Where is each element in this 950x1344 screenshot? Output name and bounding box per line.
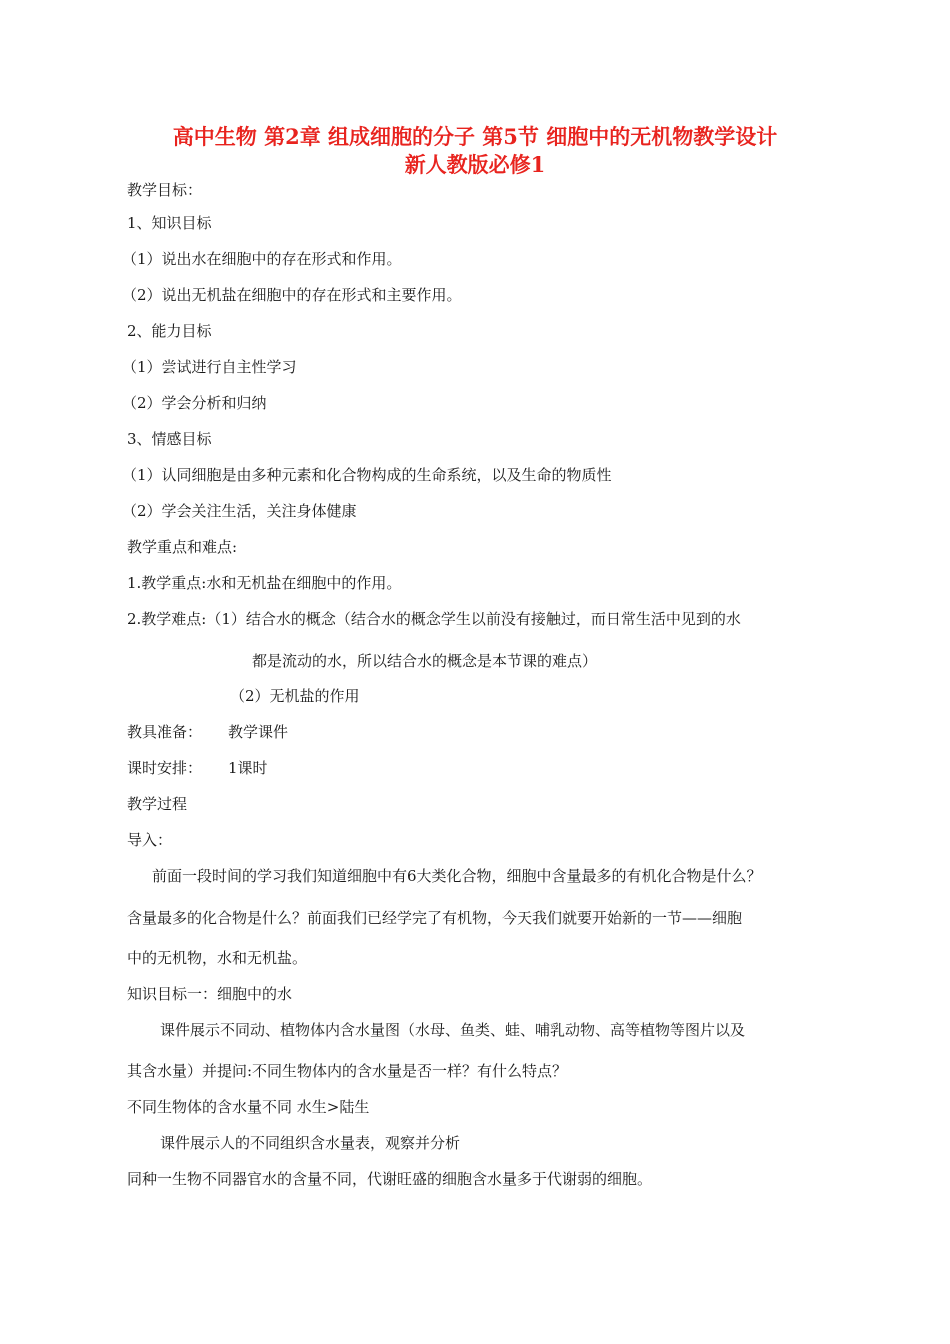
water-paragraph: 课件展示不同动、植物体内含水量图（水母、鱼类、蛙、哺乳动物、高等植物等图片以及 bbox=[160, 1021, 746, 1039]
teaching-process-heading: 教学过程 bbox=[127, 795, 188, 813]
ability-objective-item: （2）学会分析和归纳 bbox=[122, 394, 267, 412]
teaching-objectives-heading: 教学目标： bbox=[127, 181, 203, 199]
ability-objective-item: （1）尝试进行自主性学习 bbox=[122, 358, 297, 376]
introduction-paragraph: 前面一段时间的学习我们知道细胞中有6大类化合物，细胞中含量最多的有机化合物是什么？ bbox=[152, 867, 762, 885]
difficult-point-2: （2）无机盐的作用 bbox=[230, 687, 360, 705]
document-title-line-1: 高中生物 第2章 组成细胞的分子 第5节 细胞中的无机物教学设计 bbox=[172, 124, 778, 149]
teaching-aids-value: 教学课件 bbox=[228, 723, 289, 741]
tissue-water-paragraph: 课件展示人的不同组织含水量表，观察并分析 bbox=[160, 1134, 461, 1152]
introduction-paragraph: 中的无机物，水和无机盐。 bbox=[127, 949, 308, 967]
emotion-objective-item: （2）学会关注生活，关注身体健康 bbox=[122, 502, 357, 520]
section-water-heading: 知识目标一：细胞中的水 bbox=[127, 985, 293, 1003]
difficult-point-continued: 都是流动的水，所以结合水的概念是本节课的难点） bbox=[252, 652, 598, 670]
key-difficult-points-heading: 教学重点和难点: bbox=[127, 538, 238, 556]
teaching-aids-label: 教具准备： bbox=[127, 723, 203, 741]
water-paragraph: 其含水量）并提问:不同生物体内的含水量是否一样？有什么特点？ bbox=[127, 1062, 568, 1080]
ability-objective-heading: 2、能力目标 bbox=[127, 322, 212, 340]
emotion-objective-item: （1）认同细胞是由多种元素和化合物构成的生命系统，以及生命的物质性 bbox=[122, 466, 612, 484]
difficult-point: 2.教学难点:（1）结合水的概念（结合水的概念学生以前没有接触过，而日常生活中见到的水 bbox=[127, 610, 741, 628]
knowledge-objective-item: （1）说出水在细胞中的存在形式和作用。 bbox=[122, 250, 402, 268]
introduction-heading: 导入： bbox=[127, 831, 173, 849]
key-point: 1.教学重点:水和无机盐在细胞中的作用。 bbox=[127, 574, 402, 592]
knowledge-objective-item: （2）说出无机盐在细胞中的存在形式和主要作用。 bbox=[122, 286, 462, 304]
class-hours-value: 1课时 bbox=[228, 759, 268, 777]
introduction-paragraph: 含量最多的化合物是什么？前面我们已经学完了有机物，今天我们就要开始新的一节——细胞 bbox=[127, 909, 743, 927]
emotion-objective-heading: 3、情感目标 bbox=[127, 430, 212, 448]
document-title-line-2: 新人教版必修1 bbox=[404, 152, 546, 177]
tissue-water-conclusion: 同种一生物不同器官水的含量不同，代谢旺盛的细胞含水量多于代谢弱的细胞。 bbox=[127, 1170, 653, 1188]
class-hours-label: 课时安排： bbox=[127, 759, 203, 777]
knowledge-objective-heading: 1、知识目标 bbox=[127, 214, 212, 232]
water-conclusion: 不同生物体的含水量不同 水生>陆生 bbox=[127, 1098, 370, 1116]
